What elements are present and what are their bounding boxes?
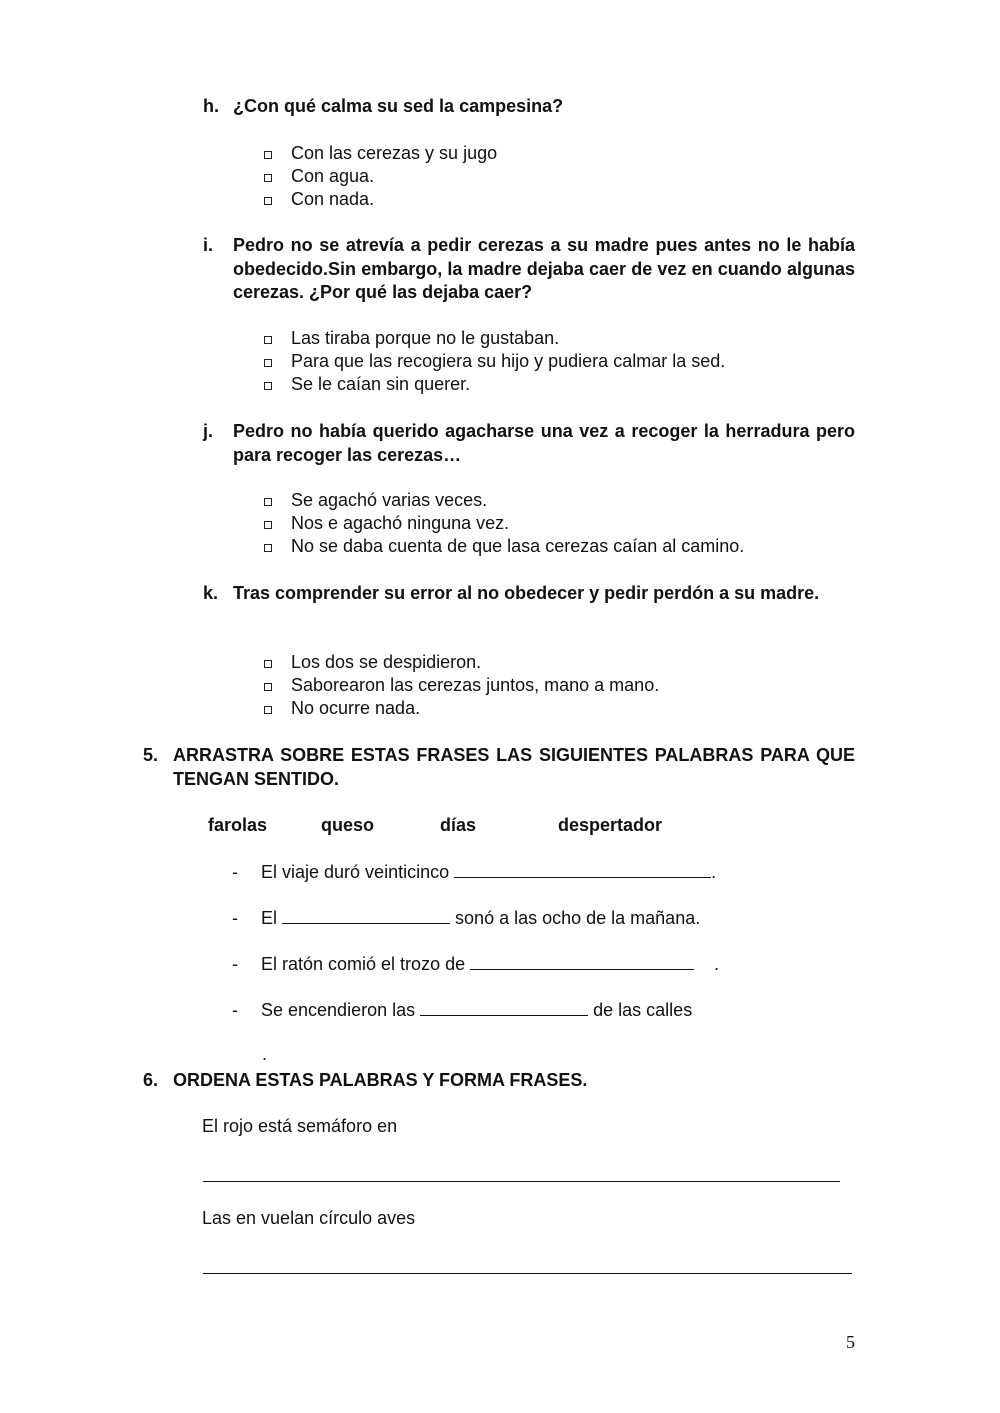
checkbox-icon[interactable] <box>264 521 272 529</box>
option-item[interactable]: Las tiraba porque no le gustaban. <box>262 327 725 350</box>
question-j <box>203 420 855 467</box>
checkbox-icon[interactable] <box>264 174 272 182</box>
draggable-word-dias[interactable]: días <box>440 815 477 835</box>
fill-sentence-3: - El ratón comió el trozo de . <box>232 954 720 974</box>
question-text: Tras comprender su error al no obedecer y pedir perdón a su madre. <box>233 583 820 603</box>
fill-sentence-1: - El viaje duró veinticinco . <box>232 862 717 882</box>
drop-target-blank[interactable] <box>470 952 694 970</box>
stray-period: . <box>262 1044 268 1064</box>
section-title: ORDENA ESTAS PALABRAS Y FORMA FRASES. <box>173 1070 588 1090</box>
checkbox-icon[interactable] <box>264 660 272 668</box>
option-item[interactable]: Con agua. <box>262 165 497 188</box>
section-6-heading <box>143 1069 855 1093</box>
checkbox-icon[interactable] <box>264 382 272 390</box>
fill-sentence-2: - El sonó a las ocho de la mañana. <box>232 908 701 928</box>
option-item[interactable]: Con nada. <box>262 188 497 211</box>
question-text: Pedro no había querido agacharse una vez a recoger la herradura pero para recoger las cerezas… <box>233 421 855 465</box>
section-title: ARRASTRA SOBRE ESTAS FRASES LAS SIGUIENTES PALABRAS PARA QUE TENGAN SENTIDO. <box>173 745 855 789</box>
option-item[interactable]: Los dos se despidieron. <box>262 651 659 674</box>
draggable-word-despertador[interactable]: despertador <box>558 815 663 835</box>
checkbox-icon[interactable] <box>264 498 272 506</box>
question-letter: j. <box>203 421 214 441</box>
draggable-word-farolas[interactable]: farolas <box>208 815 268 835</box>
question-text: ¿Con qué calma su sed la campesina? <box>233 96 564 116</box>
checkbox-icon[interactable] <box>264 683 272 691</box>
question-text: Pedro no se atrevía a pedir cerezas a su madre pues antes no le había obedecido.Sin embargo, la madre dejaba caer de vez en cuando algunas cerezas. ¿Por qué las dejaba caer? <box>233 235 855 302</box>
scrambled-sentence-2: Las en vuelan círculo aves <box>202 1208 416 1228</box>
drop-target-blank[interactable] <box>420 998 588 1016</box>
question-i <box>203 234 855 305</box>
options-list-h <box>262 142 497 211</box>
checkbox-icon[interactable] <box>264 197 272 205</box>
draggable-word-queso[interactable]: queso <box>321 815 375 835</box>
option-item[interactable]: Para que las recogiera su hijo y pudiera calmar la sed. <box>262 350 725 373</box>
question-h <box>203 95 855 119</box>
option-item[interactable]: Se agachó varias veces. <box>262 489 744 512</box>
answer-line-2[interactable] <box>203 1273 852 1274</box>
checkbox-icon[interactable] <box>264 359 272 367</box>
question-letter: h. <box>203 96 219 116</box>
section-5-heading <box>143 744 855 791</box>
option-item[interactable]: Saborearon las cerezas juntos, mano a mano. <box>262 674 659 697</box>
checkbox-icon[interactable] <box>264 706 272 714</box>
checkbox-icon[interactable] <box>264 336 272 344</box>
options-list-j <box>262 489 744 558</box>
option-item[interactable]: No se daba cuenta de que lasa cerezas caían al camino. <box>262 535 744 558</box>
option-item[interactable]: Con las cerezas y su jugo <box>262 142 497 165</box>
fill-sentence-4: - Se encendieron las de las calles <box>232 1000 693 1020</box>
checkbox-icon[interactable] <box>264 544 272 552</box>
answer-line-1[interactable] <box>203 1181 840 1182</box>
section-number: 6. <box>143 1070 159 1090</box>
question-letter: k. <box>203 583 219 603</box>
option-item[interactable]: No ocurre nada. <box>262 697 659 720</box>
drop-target-blank[interactable] <box>282 906 450 924</box>
option-item[interactable]: Se le caían sin querer. <box>262 373 725 396</box>
options-list-k <box>262 651 659 720</box>
scrambled-sentence-1: El rojo está semáforo en <box>202 1116 398 1136</box>
page-number: 5 <box>846 1332 855 1352</box>
options-list-i <box>262 327 725 396</box>
section-number: 5. <box>143 745 159 765</box>
drop-target-blank[interactable] <box>454 860 711 878</box>
question-k <box>203 582 855 606</box>
question-letter: i. <box>203 235 214 255</box>
option-item[interactable]: Nos e agachó ninguna vez. <box>262 512 744 535</box>
checkbox-icon[interactable] <box>264 151 272 159</box>
